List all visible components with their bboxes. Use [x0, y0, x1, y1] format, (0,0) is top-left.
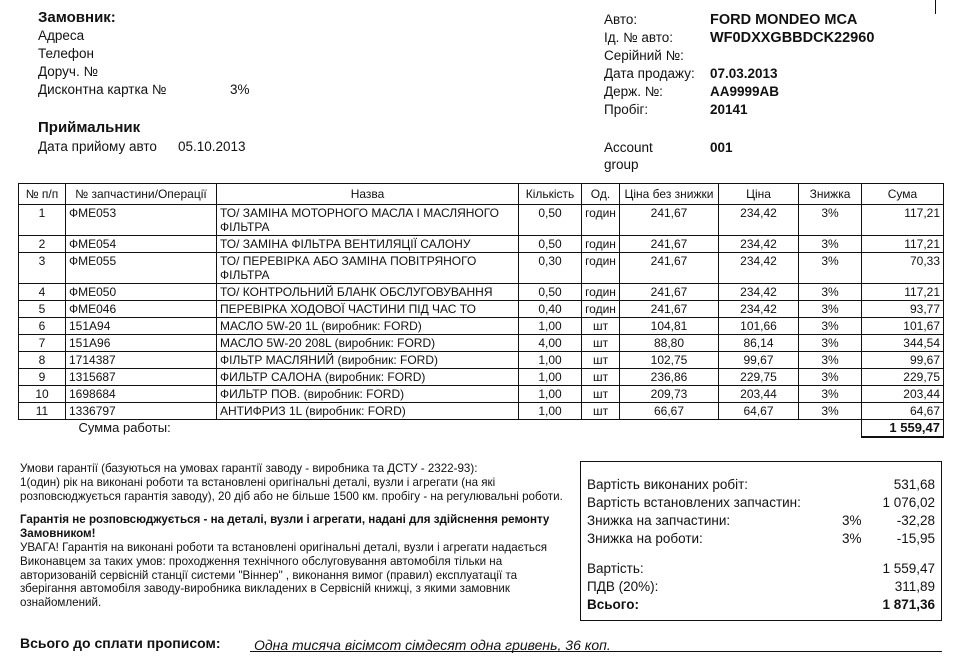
row-part-number: ФМЕ046 [66, 301, 217, 318]
top-edge-line [935, 0, 936, 14]
row-quantity: 1,00 [519, 352, 582, 369]
row-part-number: 1315687 [66, 369, 217, 386]
row-number: 9 [19, 369, 66, 386]
row-sum: 101,67 [862, 318, 944, 335]
row-price: 101,66 [719, 318, 799, 335]
parts-cost-row [587, 494, 935, 512]
row-quantity: 4,00 [519, 335, 582, 352]
row-quantity: 0,30 [519, 253, 582, 284]
row-price-no-discount: 104,81 [620, 318, 719, 335]
vin-value: WF0DXXGBBDCK22960 [710, 30, 875, 46]
row-unit: годин [582, 284, 620, 301]
account-label: Account [604, 140, 653, 155]
row-sum: 229,75 [862, 369, 944, 386]
row-name: ПЕРЕВІРКА ХОДОВОЇ ЧАСТИНИ ПІД ЧАС ТО [217, 301, 519, 318]
row-price-no-discount: 66,67 [620, 403, 719, 420]
warranty-conditions-title: Умови гарантії (базуються на умовах гарантії заводу - виробника та ДСТУ - 2322-93): [20, 462, 478, 475]
row-quantity: 0,40 [519, 301, 582, 318]
row-unit: шт [582, 318, 620, 335]
row-part-number: 151A94 [66, 318, 217, 335]
row-quantity: 0,50 [519, 205, 582, 236]
warranty-conditions-text: 1(один) рік на виконані роботи та встановлені оригінальні деталі, вузли і агрегати (на які розповсюджується гарантія заводу), 20 діб або не більше 1500 км. пробігу - на регулювальні роботи. [20, 475, 563, 503]
row-part-number: ФМЕ050 [66, 284, 217, 301]
reg-number-value: АА9999АВ [710, 84, 780, 99]
col-number: № п/п [19, 184, 66, 205]
row-part-number: ФМЕ053 [66, 205, 217, 236]
row-discount: 3% [799, 301, 862, 318]
col-part-number: № запчастини/Операції [66, 184, 217, 205]
table-row [19, 301, 944, 318]
auto-value: FORD MONDEO MCA [710, 12, 858, 28]
row-name: ТО/ ЗАМІНА ФІЛЬТРА ВЕНТИЛЯЦІЇ САЛОНУ [217, 236, 519, 253]
table-row [19, 236, 944, 253]
parts-cost-label: Вартість встановлених запчастин: [587, 495, 801, 510]
table-row [19, 369, 944, 386]
row-unit: шт [582, 386, 620, 403]
row-part-number: ФМЕ054 [66, 236, 217, 253]
works-discount-label: Знижка на роботи: [587, 531, 703, 546]
auto-label: Авто: [604, 12, 638, 27]
serial-label: Серійний №: [604, 48, 684, 63]
row-unit: годин [582, 301, 620, 318]
vin-label: Ід. № авто: [604, 30, 674, 45]
works-discount-percent: 3% [842, 531, 862, 546]
reg-number-label: Держ. №: [604, 84, 663, 99]
work-total-value: 1 559,47 [862, 420, 944, 438]
row-price: 234,42 [719, 284, 799, 301]
row-number: 6 [19, 318, 66, 335]
row-discount: 3% [799, 253, 862, 284]
row-discount: 3% [799, 386, 862, 403]
row-unit: шт [582, 335, 620, 352]
col-discount: Знижка [799, 184, 862, 205]
grand-total-value: 1 871,36 [882, 597, 935, 612]
col-price: Ціна [719, 184, 799, 205]
table-row [19, 284, 944, 301]
row-quantity: 1,00 [519, 403, 582, 420]
table-row [19, 352, 944, 369]
row-price: 64,67 [719, 403, 799, 420]
row-price-no-discount: 241,67 [620, 253, 719, 284]
row-price-no-discount: 241,67 [620, 284, 719, 301]
vat-row [587, 578, 935, 596]
work-total-row [19, 420, 944, 438]
table-row [19, 335, 944, 352]
row-part-number: 1698684 [66, 386, 217, 403]
row-unit: годин [582, 236, 620, 253]
row-number: 5 [19, 301, 66, 318]
row-quantity: 1,00 [519, 369, 582, 386]
col-unit: Од. [582, 184, 620, 205]
row-quantity: 1,00 [519, 386, 582, 403]
row-sum: 99,67 [862, 352, 944, 369]
row-discount: 3% [799, 403, 862, 420]
row-price: 234,42 [719, 301, 799, 318]
row-sum: 344,54 [862, 335, 944, 352]
vat-value: 311,89 [894, 579, 935, 594]
sale-date-label: Дата продажу: [604, 66, 695, 81]
amount-in-words-value: Одна тисяча вісімсот сімдесят одна гривень, 36 коп. [254, 637, 611, 653]
row-name: МАСЛО 5W-20 1L (виробник: FORD) [217, 318, 519, 335]
row-name: ФИЛЬТР САЛОНА (виробник: FORD) [217, 369, 519, 386]
table-row [19, 205, 944, 236]
row-name: ТО/ ПЕРЕВІРКА АБО ЗАМІНА ПОВІТРЯНОГО ФІЛЬТРА [217, 253, 519, 284]
row-discount: 3% [799, 284, 862, 301]
parts-discount-row [587, 512, 935, 530]
row-sum: 117,21 [862, 284, 944, 301]
row-price: 234,42 [719, 253, 799, 284]
col-sum: Сума [862, 184, 944, 205]
account-value: 001 [710, 140, 733, 155]
row-price: 86,14 [719, 335, 799, 352]
row-discount: 3% [799, 205, 862, 236]
cost-label: Вартість: [587, 561, 644, 576]
col-price-no-discount: Ціна без знижки [620, 184, 719, 205]
row-part-number: 1336797 [66, 403, 217, 420]
parts-discount-label: Знижка на запчастини: [587, 513, 731, 528]
row-discount: 3% [799, 335, 862, 352]
row-unit: шт [582, 403, 620, 420]
row-name: ТО/ КОНТРОЛЬНИЙ БЛАНК ОБСЛУГОВУВАННЯ [217, 284, 519, 301]
receiver-title: Приймальник [38, 119, 141, 136]
row-price-no-discount: 88,80 [620, 335, 719, 352]
table-header-row [19, 184, 944, 205]
row-unit: годин [582, 205, 620, 236]
parts-cost-value: 1 076,02 [882, 495, 935, 510]
phone-label: Телефон [38, 46, 95, 61]
row-price-no-discount: 241,67 [620, 236, 719, 253]
row-number: 3 [19, 253, 66, 284]
row-sum: 70,33 [862, 253, 944, 284]
order-label: Доруч. № [38, 64, 98, 79]
items-table [18, 183, 944, 438]
row-quantity: 1,00 [519, 318, 582, 335]
group-label: group [604, 157, 639, 172]
row-price: 99,67 [719, 352, 799, 369]
row-price-no-discount: 209,73 [620, 386, 719, 403]
row-sum: 203,44 [862, 386, 944, 403]
table-row [19, 403, 944, 420]
row-name: ФИЛЬТР ПОВ. (виробник: FORD) [217, 386, 519, 403]
row-price-no-discount: 102,75 [620, 352, 719, 369]
amount-in-words-label: Всього до сплати прописом: [20, 635, 221, 651]
works-cost-label: Вартість виконаних робіт: [587, 477, 749, 492]
warranty-attention: УВАГА! Гарантія на виконані роботи та встановлені оригінальні деталі, вузли і агрегати надається Виконавцем за таких умов: проходження технічного обслуговування автомобіля тільки на авторизованій сервісній станції системи "Віннер" , виконання вимог (правил) експлуатації та зберігання автомобіля заводу-виробника викладених в Сервісній книжці, з якими замовник ознайомлений. [20, 540, 548, 610]
row-discount: 3% [799, 236, 862, 253]
row-unit: шт [582, 352, 620, 369]
work-total-label: Сумма работы: [78, 420, 171, 435]
works-discount-row [587, 530, 935, 548]
mileage-value: 20141 [710, 102, 748, 117]
sale-date-value: 07.03.2013 [710, 66, 778, 81]
warranty-section [20, 462, 575, 610]
row-price-no-discount: 241,67 [620, 301, 719, 318]
row-number: 1 [19, 205, 66, 236]
row-price: 229,75 [719, 369, 799, 386]
row-name: АНТИФРИЗ 1L (виробник: FORD) [217, 403, 519, 420]
row-part-number: 151A96 [66, 335, 217, 352]
row-sum: 64,67 [862, 403, 944, 420]
works-discount-value: -15,95 [896, 531, 935, 546]
amount-underline [250, 651, 942, 652]
col-quantity: Кількість [519, 184, 582, 205]
warranty-exclusion: Гарантія не розповсюджується - на деталі, вузли і агрегати, надані для здійснення ремонту Замовником! [20, 513, 550, 541]
row-number: 8 [19, 352, 66, 369]
table-row [19, 318, 944, 335]
works-cost-row [587, 476, 935, 494]
totals-box [580, 461, 942, 621]
row-quantity: 0,50 [519, 284, 582, 301]
address-label: Адреса [38, 28, 85, 43]
row-discount: 3% [799, 318, 862, 335]
vat-label: ПДВ (20%): [587, 579, 659, 594]
table-row [19, 253, 944, 284]
row-number: 10 [19, 386, 66, 403]
cost-row [587, 560, 935, 578]
works-cost-value: 531,68 [893, 477, 935, 492]
mileage-label: Пробіг: [604, 102, 649, 117]
row-unit: шт [582, 369, 620, 386]
row-quantity: 0,50 [519, 236, 582, 253]
row-name: ТО/ ЗАМІНА МОТОРНОГО МАСЛА І МАСЛЯНОГО ФІЛЬТРА [217, 205, 519, 236]
row-price-no-discount: 241,67 [620, 205, 719, 236]
row-discount: 3% [799, 352, 862, 369]
row-part-number: ФМЕ055 [66, 253, 217, 284]
row-price: 234,42 [719, 205, 799, 236]
row-number: 2 [19, 236, 66, 253]
row-number: 7 [19, 335, 66, 352]
cost-value: 1 559,47 [882, 561, 935, 576]
row-price: 203,44 [719, 386, 799, 403]
row-sum: 93,77 [862, 301, 944, 318]
parts-discount-value: -32,28 [896, 513, 935, 528]
row-name: МАСЛО 5W-20 208L (виробник: FORD) [217, 335, 519, 352]
grand-total-row [587, 596, 935, 614]
row-unit: годин [582, 253, 620, 284]
row-sum: 117,21 [862, 236, 944, 253]
row-price-no-discount: 236,86 [620, 369, 719, 386]
grand-total-label: Всього: [587, 597, 639, 612]
row-sum: 117,21 [862, 205, 944, 236]
row-price: 234,42 [719, 236, 799, 253]
row-part-number: 1714387 [66, 352, 217, 369]
parts-discount-percent: 3% [842, 513, 862, 528]
row-name: ФІЛЬТР МАСЛЯНИЙ (виробник: FORD) [217, 352, 519, 369]
row-number: 11 [19, 403, 66, 420]
discount-card-label: Дисконтна картка № [38, 82, 167, 97]
receive-date-value: 05.10.2013 [178, 139, 246, 154]
table-row [19, 386, 944, 403]
customer-title: Замовник: [38, 9, 116, 26]
row-number: 4 [19, 284, 66, 301]
discount-card-value: 3% [230, 82, 250, 97]
receive-date-label: Дата прийому авто [38, 139, 157, 154]
col-name: Назва [217, 184, 519, 205]
row-discount: 3% [799, 369, 862, 386]
